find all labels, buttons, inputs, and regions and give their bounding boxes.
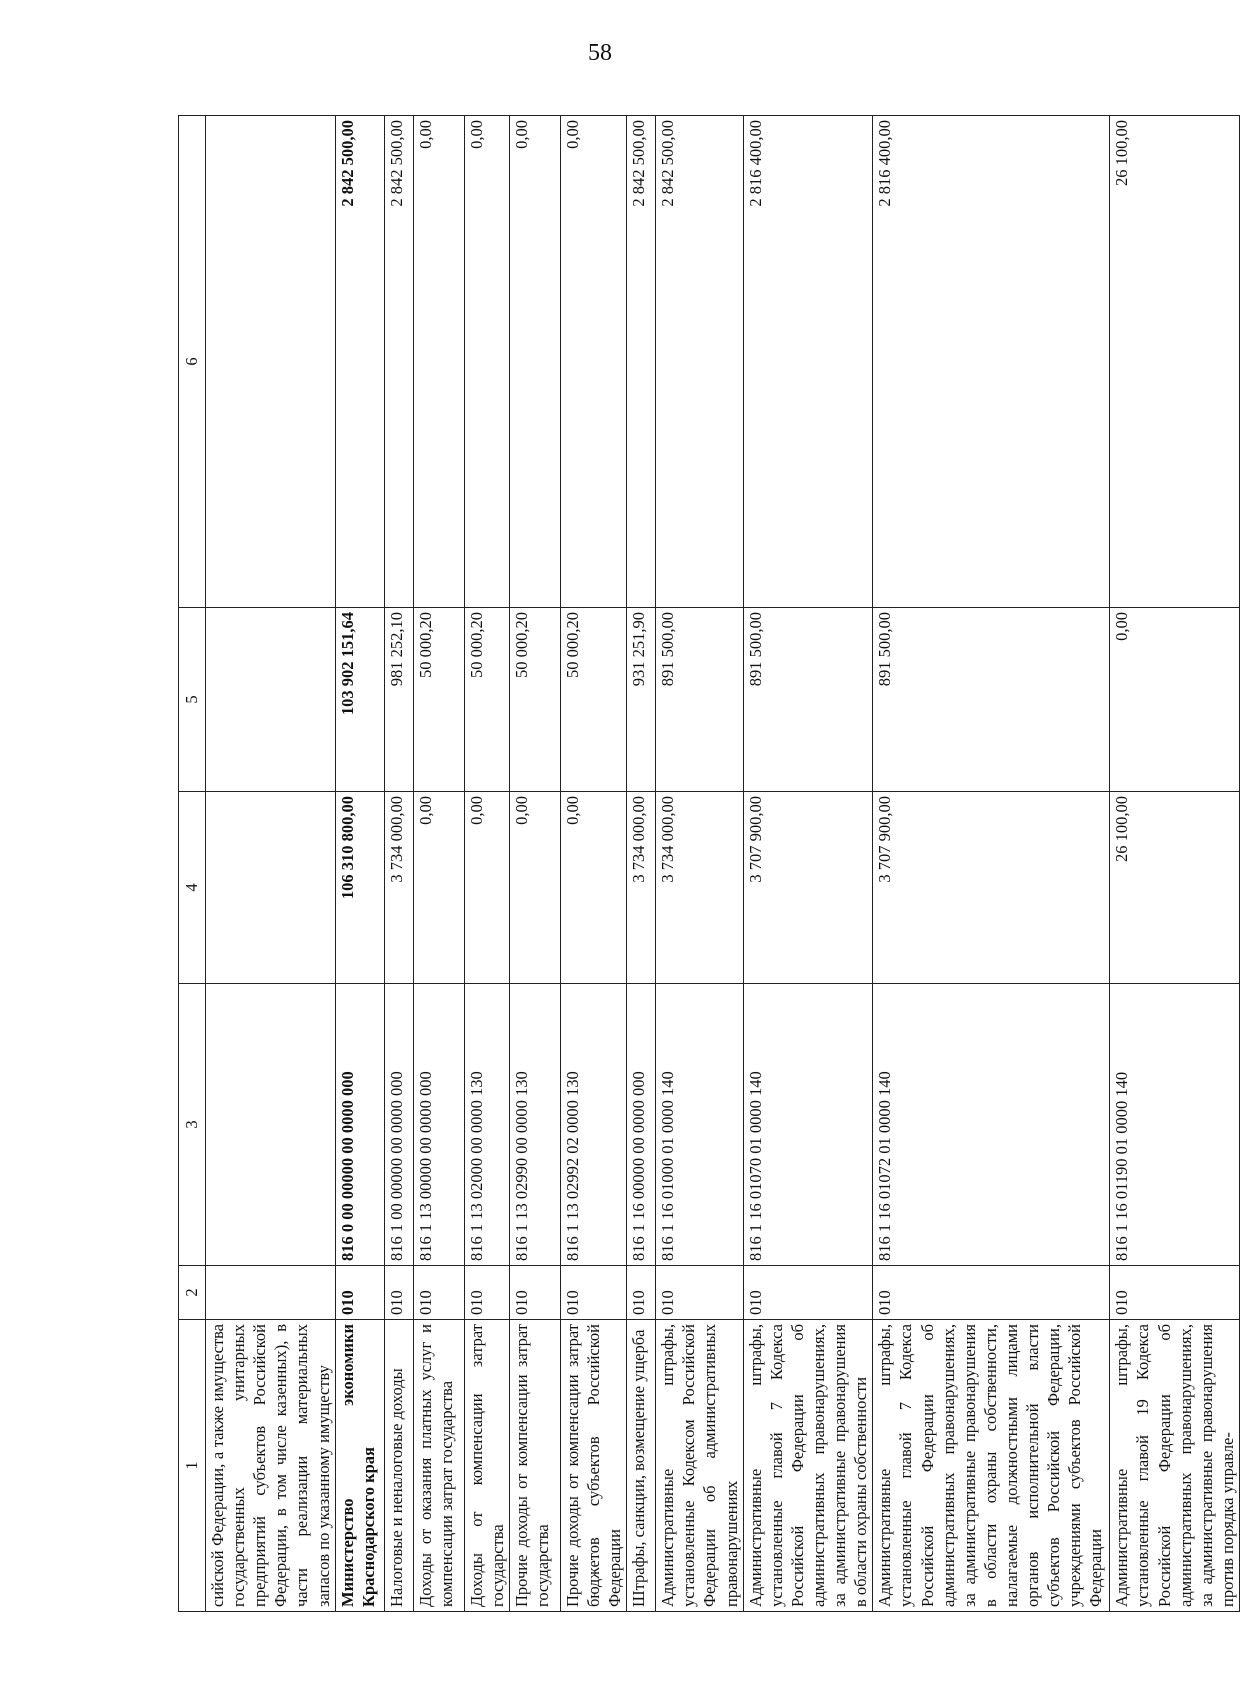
row-value-6: 2 816 400,00	[873, 116, 1110, 608]
row-value-6: 0,00	[509, 116, 560, 608]
row-code-b: 816 1 13 00000 00 0000 000	[413, 984, 464, 1266]
row-code-b: 816 1 16 01070 01 0000 140	[743, 984, 873, 1266]
row-code-b: 816 1 16 01000 01 0000 140	[656, 984, 743, 1266]
row-value-6: 26 100,00	[1110, 116, 1240, 608]
header-cell: 6	[179, 116, 206, 608]
row-value-5: 931 251,90	[627, 608, 656, 792]
row-value-6: 0,00	[464, 116, 509, 608]
row-value-4: 3 734 000,00	[627, 792, 656, 984]
row-value-4: 3 707 900,00	[743, 792, 873, 984]
table-row	[509, 116, 560, 1612]
row-code-b: 816 1 13 02990 00 0000 130	[509, 984, 560, 1266]
row-value-5: 891 500,00	[873, 608, 1110, 792]
row-name: Административные штрафы, установленные Кодексом Российской Федерации об административных правонарушениях	[656, 1320, 743, 1612]
row-code-a: 010	[464, 1266, 509, 1320]
row-value-4: 0,00	[509, 792, 560, 984]
header-cell: 4	[179, 792, 206, 984]
row-code-b: 816 1 00 00000 00 0000 000	[384, 984, 413, 1266]
row-value-4: 3 707 900,00	[873, 792, 1110, 984]
row-code-a	[206, 1266, 336, 1320]
row-value-6: 0,00	[413, 116, 464, 608]
row-value-4: 3 734 000,00	[384, 792, 413, 984]
table-row	[384, 116, 413, 1612]
row-name: Штрафы, санкции, возмещение ущерба	[627, 1320, 656, 1612]
row-code-a: 010	[743, 1266, 873, 1320]
row-value-4: 0,00	[413, 792, 464, 984]
table-header-row	[179, 116, 206, 1612]
table-row	[464, 116, 509, 1612]
row-code-b	[206, 984, 336, 1266]
row-name: Административные штрафы, установленные главой 7 Кодекса Российской Федерации об административных правонарушениях, за административные правонарушения в области охраны собственности	[743, 1320, 873, 1612]
row-code-b: 816 0 00 00000 00 0000 000	[335, 984, 384, 1266]
row-name: Прочие доходы от компенсации затрат бюджетов субъектов Российской Федерации	[560, 1320, 626, 1612]
table-row	[413, 116, 464, 1612]
table-row	[743, 116, 873, 1612]
header-cell: 1	[179, 1320, 206, 1612]
row-code-b: 816 1 16 01072 01 0000 140	[873, 984, 1110, 1266]
row-code-a: 010	[1110, 1266, 1240, 1320]
row-name: Доходы от компенсации затрат государства	[464, 1320, 509, 1612]
row-value-5: 0,00	[1110, 608, 1240, 792]
header-cell: 5	[179, 608, 206, 792]
row-value-6: 2 842 500,00	[335, 116, 384, 608]
header-cell: 3	[179, 984, 206, 1266]
row-value-4: 26 100,00	[1110, 792, 1240, 984]
row-value-6: 0,00	[560, 116, 626, 608]
row-value-5	[206, 608, 336, 792]
row-name: Административные штрафы, установленные главой 7 Кодекса Российской Федерации об административных правонарушениях, за административные правонарушения в области охраны собственности, налагаемые должностными лицами органов исполнительной власти субъектов Российской Федерации, учреждениями субъектов Российской Федерации	[873, 1320, 1110, 1612]
row-value-6: 2 842 500,00	[384, 116, 413, 608]
row-name: Доходы от оказания платных услуг и компенсации затрат государства	[413, 1320, 464, 1612]
row-value-5: 981 252,10	[384, 608, 413, 792]
budget-table	[178, 115, 1240, 1612]
row-code-a: 010	[335, 1266, 384, 1320]
row-code-a: 010	[560, 1266, 626, 1320]
row-value-5: 50 000,20	[509, 608, 560, 792]
table-row	[335, 116, 384, 1612]
row-name: Административные штрафы, установленные главой 19 Кодекса Российской Федерации об административных правонарушениях, за административные правонарушения против порядка управле-	[1110, 1320, 1240, 1612]
row-code-a: 010	[413, 1266, 464, 1320]
row-value-4: 0,00	[464, 792, 509, 984]
row-value-5: 50 000,20	[464, 608, 509, 792]
row-code-b: 816 1 13 02992 02 0000 130	[560, 984, 626, 1266]
rotated-table-container	[178, 116, 1237, 1612]
row-name: Министерство экономики Краснодарского края	[335, 1320, 384, 1612]
row-code-a: 010	[656, 1266, 743, 1320]
row-value-4	[206, 792, 336, 984]
row-code-a: 010	[509, 1266, 560, 1320]
table-row	[560, 116, 626, 1612]
table-row	[206, 116, 336, 1612]
row-value-5: 103 902 151,64	[335, 608, 384, 792]
page-number: 58	[588, 40, 612, 66]
row-value-6	[206, 116, 336, 608]
row-value-6: 2 816 400,00	[743, 116, 873, 608]
row-name: сийской Федерации, а также имущества государственных унитарных предприятий субъектов Российской Федерации, в том числе казенных), в части реализации материальных запасов по указанному имуществу	[206, 1320, 336, 1612]
row-code-b: 816 1 16 00000 00 0000 000	[627, 984, 656, 1266]
table-row	[627, 116, 656, 1612]
row-name: Налоговые и неналоговые доходы	[384, 1320, 413, 1612]
row-name: Прочие доходы от компенсации затрат государства	[509, 1320, 560, 1612]
row-value-4: 0,00	[560, 792, 626, 984]
row-value-6: 2 842 500,00	[627, 116, 656, 608]
row-code-b: 816 1 13 02000 00 0000 130	[464, 984, 509, 1266]
row-code-a: 010	[627, 1266, 656, 1320]
row-value-5: 891 500,00	[743, 608, 873, 792]
row-value-4: 3 734 000,00	[656, 792, 743, 984]
table-row	[873, 116, 1110, 1612]
row-value-5: 50 000,20	[413, 608, 464, 792]
row-value-5: 891 500,00	[656, 608, 743, 792]
row-code-a: 010	[384, 1266, 413, 1320]
row-code-b: 816 1 16 01190 01 0000 140	[1110, 984, 1240, 1266]
row-value-6: 2 842 500,00	[656, 116, 743, 608]
row-code-a: 010	[873, 1266, 1110, 1320]
row-value-5: 50 000,20	[560, 608, 626, 792]
table-row	[656, 116, 743, 1612]
table-row	[1110, 116, 1240, 1612]
header-cell: 2	[179, 1266, 206, 1320]
row-value-4: 106 310 800,00	[335, 792, 384, 984]
